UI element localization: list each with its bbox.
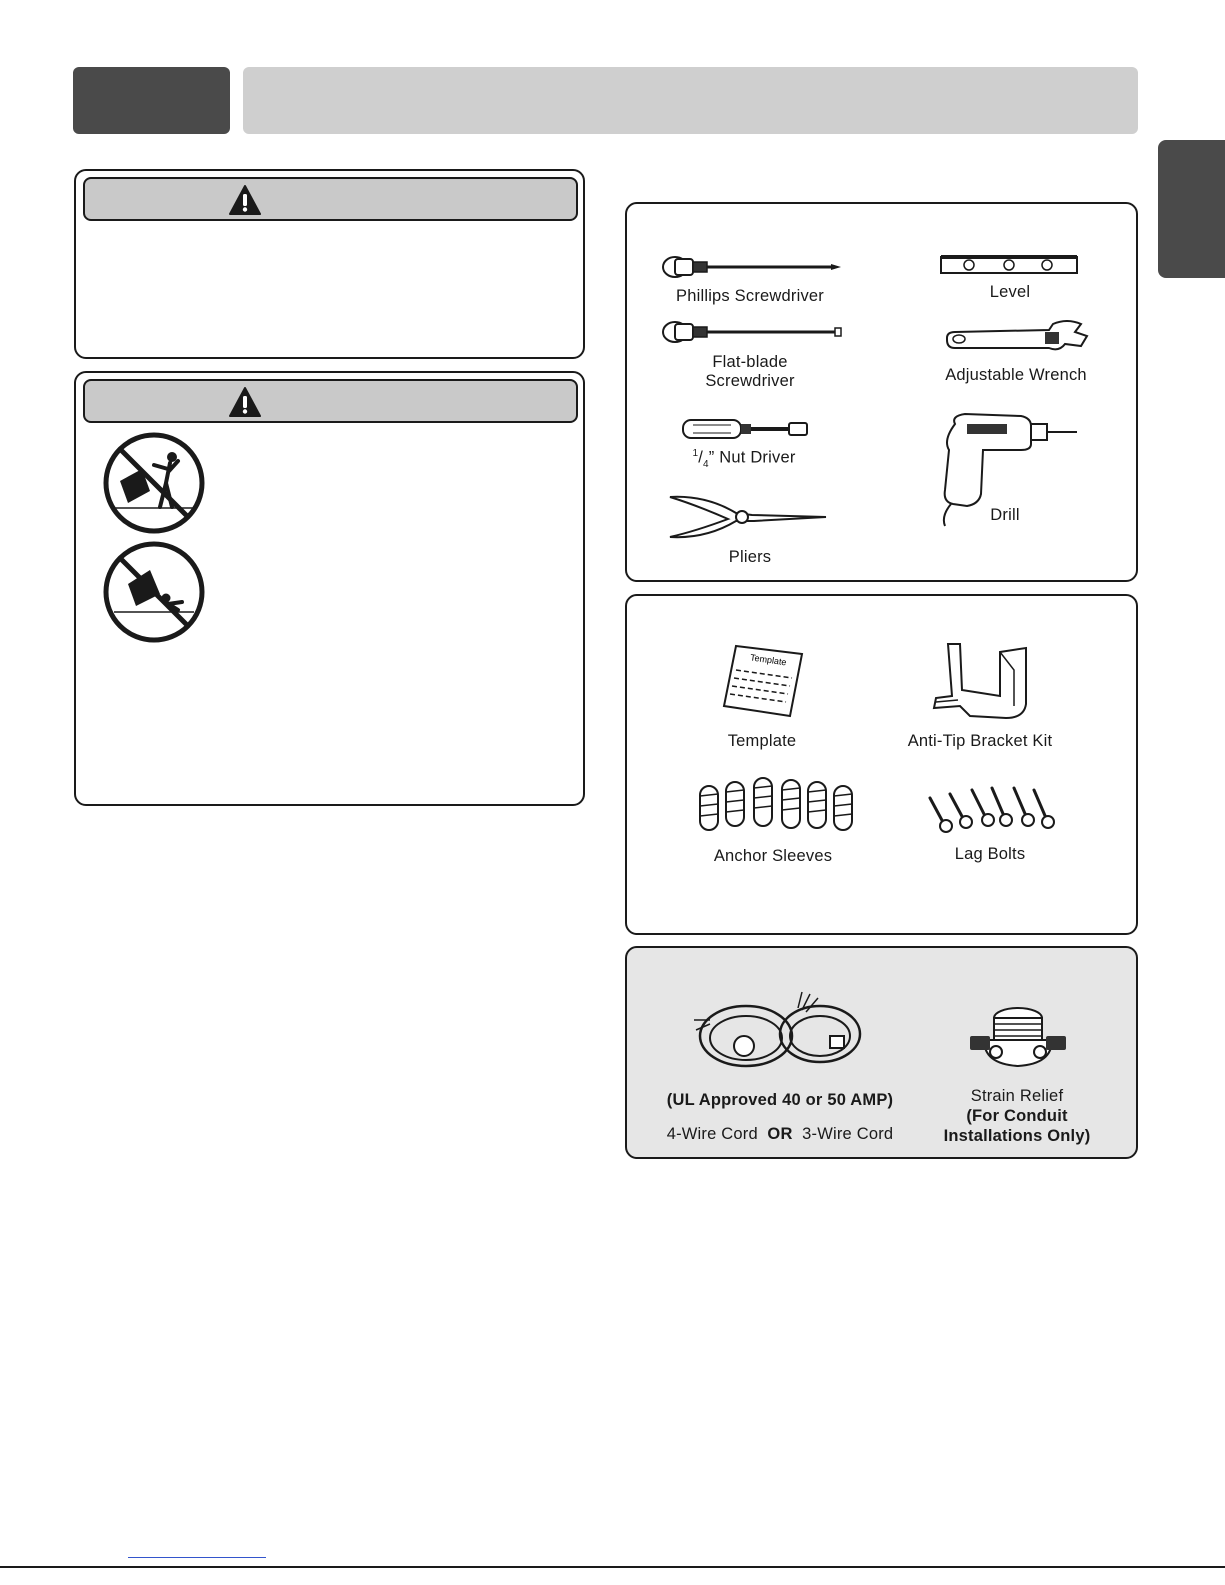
warning-triangle-icon	[228, 386, 262, 418]
level-label: Level	[989, 283, 1031, 301]
ul-approval-label: (UL Approved 40 or 50 AMP)	[666, 1091, 894, 1109]
warning-box-1	[74, 169, 585, 359]
nut-driver-numerator: 1	[692, 448, 699, 459]
anti-tip-bracket-label: Anti-Tip Bracket Kit	[907, 732, 1053, 750]
flat-blade-label-line2: Screwdriver	[705, 372, 795, 390]
template-cover-text: Template	[749, 652, 788, 668]
adjustable-wrench-icon	[941, 320, 1093, 358]
nut-driver-icon	[681, 417, 811, 441]
lag-bolts-label: Lag Bolts	[954, 845, 1026, 863]
conduit-note-line1: (For Conduit	[966, 1107, 1068, 1125]
or-label: OR	[767, 1125, 793, 1143]
section-number-block	[73, 67, 230, 134]
adjustable-wrench-label: Adjustable Wrench	[945, 366, 1087, 384]
warning-header-bar	[83, 177, 578, 221]
anchor-sleeves-icon	[696, 772, 856, 834]
pliers-label: Pliers	[728, 548, 772, 566]
level-icon	[939, 253, 1079, 275]
template-label: Template	[727, 732, 797, 750]
nut-driver-label-text: ” Nut Driver	[708, 448, 796, 467]
flat-blade-screwdriver-icon	[661, 319, 843, 345]
conduit-note-line2: Installations Only)	[943, 1127, 1091, 1145]
drill-label: Drill	[990, 506, 1020, 524]
pliers-icon	[666, 489, 828, 543]
cord-options-label	[640, 1125, 920, 1144]
nut-driver-label: $^1/_4$” Nut Driver	[692, 448, 796, 470]
strain-relief-icon	[966, 1000, 1070, 1072]
flat-blade-label-line1: Flat-blade	[712, 353, 788, 371]
four-wire-cord-label: 4-Wire Cord	[666, 1125, 758, 1143]
warning-triangle-icon	[228, 184, 262, 216]
lag-bolts-icon	[924, 784, 1060, 834]
language-tab	[1158, 140, 1225, 278]
anti-tip-bracket-icon	[930, 640, 1030, 722]
three-wire-cord-label: 3-Wire Cord	[802, 1125, 894, 1143]
phillips-screwdriver-icon	[661, 254, 843, 280]
no-tipping-icon	[102, 540, 206, 644]
footer-link-underline[interactable]	[128, 1557, 266, 1558]
nut-driver-denominator: 4	[703, 458, 709, 470]
phillips-screwdriver-label: Phillips Screwdriver	[676, 287, 824, 305]
footer-rule	[0, 1566, 1225, 1568]
strain-relief-label: Strain Relief	[970, 1087, 1064, 1105]
template-booklet-icon	[722, 640, 806, 718]
power-cords-icon	[690, 990, 866, 1070]
parts-supplied-box	[625, 594, 1138, 935]
no-climbing-icon	[102, 431, 206, 535]
anchor-sleeves-label: Anchor Sleeves	[713, 847, 833, 865]
section-title-bar	[243, 67, 1138, 134]
warning-header-bar	[83, 379, 578, 423]
